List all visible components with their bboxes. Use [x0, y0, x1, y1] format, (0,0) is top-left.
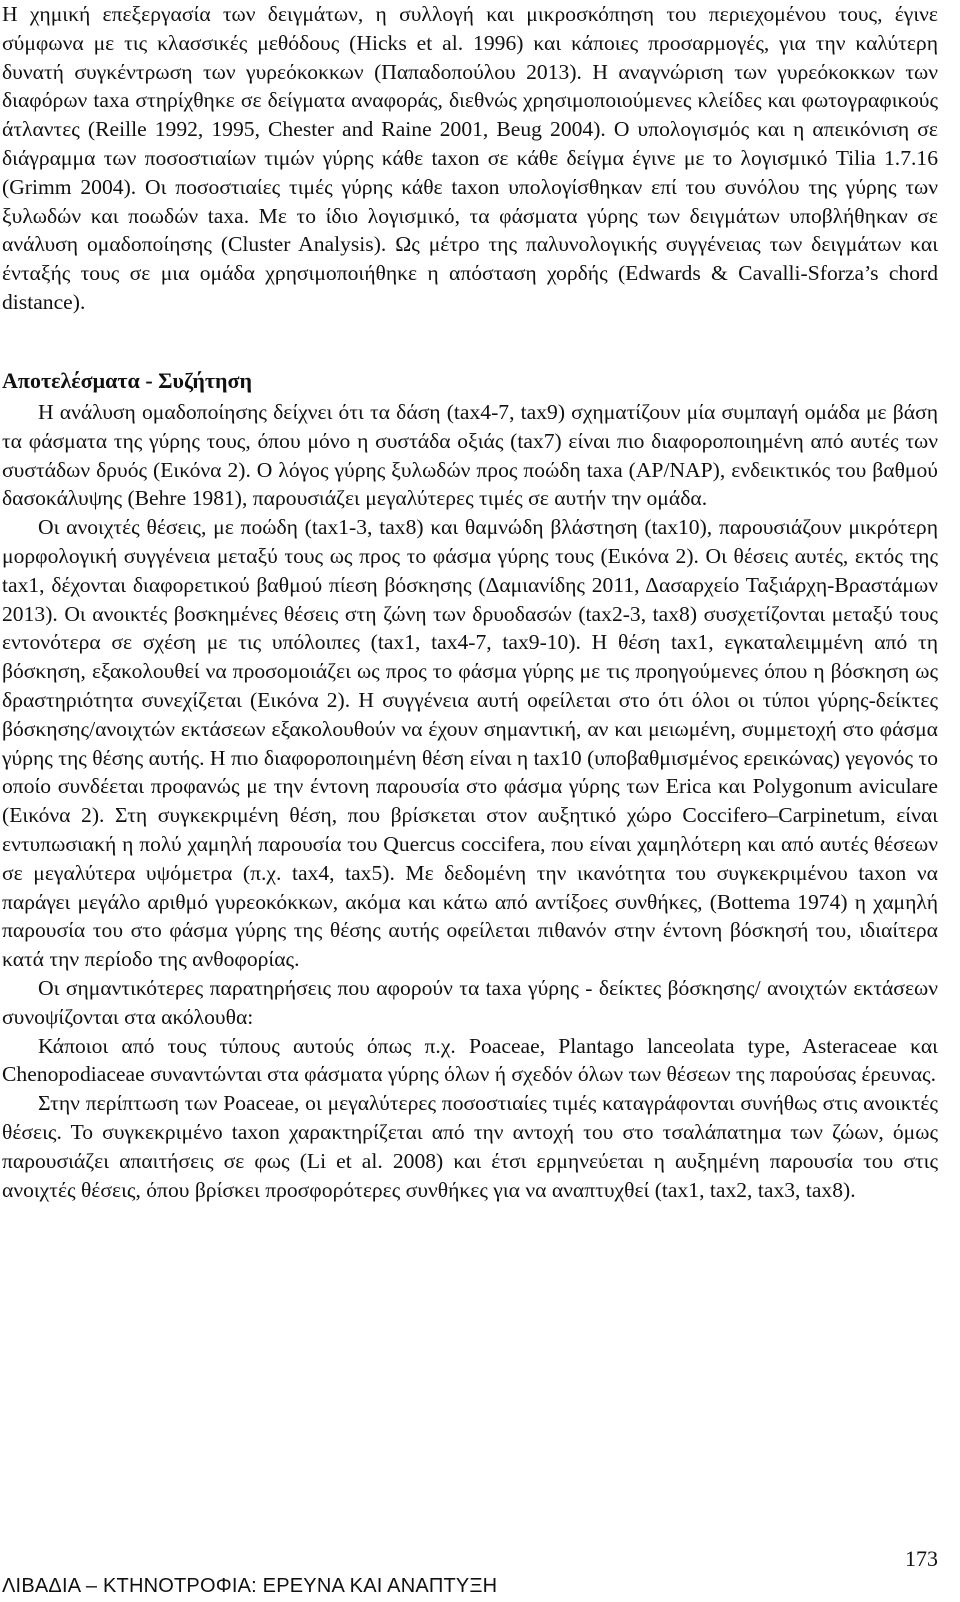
results-section: [2, 398, 938, 1204]
results-paragraph: Οι ανοιχτές θέσεις, με ποώδη (tax1-3, tax8) και θαμνώδη βλάστηση (tax10), παρουσιάζουν μικρότερη μορφολογική συγγένεια μεταξύ τους ως προς το φάσμα γύρης τους (Εικόνα 2). Οι θέσεις αυτές, εκτός της tax1, δέχονται διαφορετικού βαθμού πίεση βόσκησης (Δαμιανίδης 2011, Δασαρχείο Ταξιάρχη-Βραστάμων 2013). Οι ανοικτές βοσκημένες θέσεις στη ζώνη των δρυοδασών (tax2-3, tax8) συσχετίζονται μεταξύ τους εντονότερα σε σχέση με τις υπόλοιπες (tax1, tax4-7, tax9-10). Η θέση tax1, εγκαταλειμμένη από τη βόσκηση, εξακολουθεί να προσομοιάζει ως προς το φάσμα γύρης με τις προηγούμενες όπου η βόσκηση ως δραστηριότητα συνεχίζεται (Εικόνα 2). Η συγγένεια αυτή οφείλεται στο ότι όλοι οι τύποι γύρης-δείκτες βόσκησης/ανοιχτών εκτάσεων εξακολουθούν να έχουν σημαντική, αν και μειωμένη, συμμετοχή στο φάσμα γύρης της θέσης αυτής. Η πιο διαφοροποιημένη θέση είναι η tax10 (υποβαθμισμένος ερεικώνας) γεγονός το οποίο συνδέεται προφανώς με την έντονη παρουσία στο φάσμα γύρης των Erica και Polygonum aviculare (Εικόνα 2). Στη συγκεκριμένη θέση, που βρίσκεται στον αυξητικό χώρο Coccifero–Carpinetum, είναι εντυπωσιακή η πολύ χαμηλή παρουσία του Quercus coccifera, που είναι χαμηλότερη και από αυτές θέσεων σε μεγαλύτερα υψόμετρα (π.χ. tax4, tax5). Με δεδομένη την ικανότητα του συγκεκριμένου taxon να παράγει μεγάλο αριθμό γυρεοκόκκων, ακόμα και κάτω από αντίξοες συνθήκες, (Bottema 1974) η χαμηλή παρουσία του στο φάσμα γύρης της θέσης αυτής οφείλεται πιθανόν στην έντονη βόσκησή του, ιδιαίτερα κατά την περίοδο της ανθοφορίας.: [2, 515, 938, 972]
methods-paragraph: Η χημική επεξεργασία των δειγμάτων, η συλλογή και μικροσκόπηση του περιεχομένου τους, έγινε σύμφωνα με τις κλασσικές μεθόδους (Hicks et al. 1996) και κάποιες προσαρμογές, για την καλύτερη δυνατή συγκέντρωση των γυρεόκοκκων (Παπαδοπούλου 2013). Η αναγνώριση των γυρεόκοκκων των διαφόρων taxa στηρίχθηκε σε δείγματα αναφοράς, διεθνώς χρησιμοποιούμενες κλείδες και φωτογραφικούς άτλαντες (Reille 1992, 1995, Chester and Raine 2001, Beug 2004). Ο υπολογισμός και η απεικόνιση σε διάγραμμα των ποσοστιαίων τιμών γύρης κάθε taxon σε κάθε δείγμα έγινε με το λογισμικό Tilia 1.7.16 (Grimm 2004). Οι ποσοστιαίες τιμές γύρης κάθε taxon υπολογίσθηκαν επί του συνόλου της γύρης των ξυλωδών και ποωδών taxa. Με το ίδιο λογισμικό, τα φάσματα γύρης των δειγμάτων υποβλήθηκαν σε ανάλυση ομαδοποίησης (Cluster Analysis). Ως μέτρο της παλυνολογικής συγγένειας των δειγμάτων και ένταξής τους σε μια ομάδα χρησιμοποιήθηκε η απόσταση χορδής (Edwards & Cavalli-Sforza’s chord distance).: [2, 2, 938, 314]
results-paragraph: Κάποιοι από τους τύπους αυτούς όπως π.χ. Poaceae, Plantago lanceolata type, Asteraceae και Chenopodiaceae συναντώνται στα φάσματα γύρης όλων ή σχεδόν όλων των θέσεων της παρούσας έρευνας.: [2, 1033, 938, 1087]
results-paragraph: Οι σημαντικότερες παρατηρήσεις που αφορούν τα taxa γύρης - δείκτες βόσκησης/ ανοιχτών εκτάσεων συνοψίζονται στα ακόλουθα:: [2, 975, 938, 1029]
page-number: 173: [905, 1546, 938, 1571]
results-paragraph: Στην περίπτωση των Poaceae, οι μεγαλύτερες ποσοστιαίες τιμές καταγράφονται συνήθως στις ανοικτές θέσεις. Το συγκεκριμένο taxon χαρακτηρίζεται από την αντοχή του στο τσαλάπατημα των ζώων, όμως παρουσιάζει απαιτήσεις σε φως (Li et al. 2008) και έτσι ερμηνεύεται η αυξημένη παρουσία του στις ανοιχτές θέσεις, όπου βρίσκει προσφορότερες συνθήκες για να αναπτυχθεί (tax1, tax2, tax3, tax8).: [2, 1091, 938, 1202]
section-heading: Αποτελέσματα - Συζήτηση: [2, 368, 252, 393]
running-footer: ΛΙΒΑΔΙΑ – ΚΤΗΝΟΤΡΟΦΙΑ: ΕΡΕΥΝΑ ΚΑΙ ΑΝΑΠΤΥΞΗ: [2, 1575, 498, 1597]
results-paragraph: Η ανάλυση ομαδοποίησης δείχνει ότι τα δάση (tax4-7, tax9) σχηματίζουν μία συμπαγή ομάδα με βάση τα φάσματα της γύρης τους, όπου μόνο η συστάδα οξιάς (tax7) είναι πιο διαφοροποιημένη από αυτές των συστάδων δρυός (Εικόνα 2). Ο λόγος γύρης ξυλωδών προς ποώδη taxa (AP/NAP), ενδεικτικός του βαθμού δασοκάλυψης (Behre 1981), παρουσιάζει μεγαλύτερες τιμές σε αυτήν την ομάδα.: [2, 400, 938, 511]
